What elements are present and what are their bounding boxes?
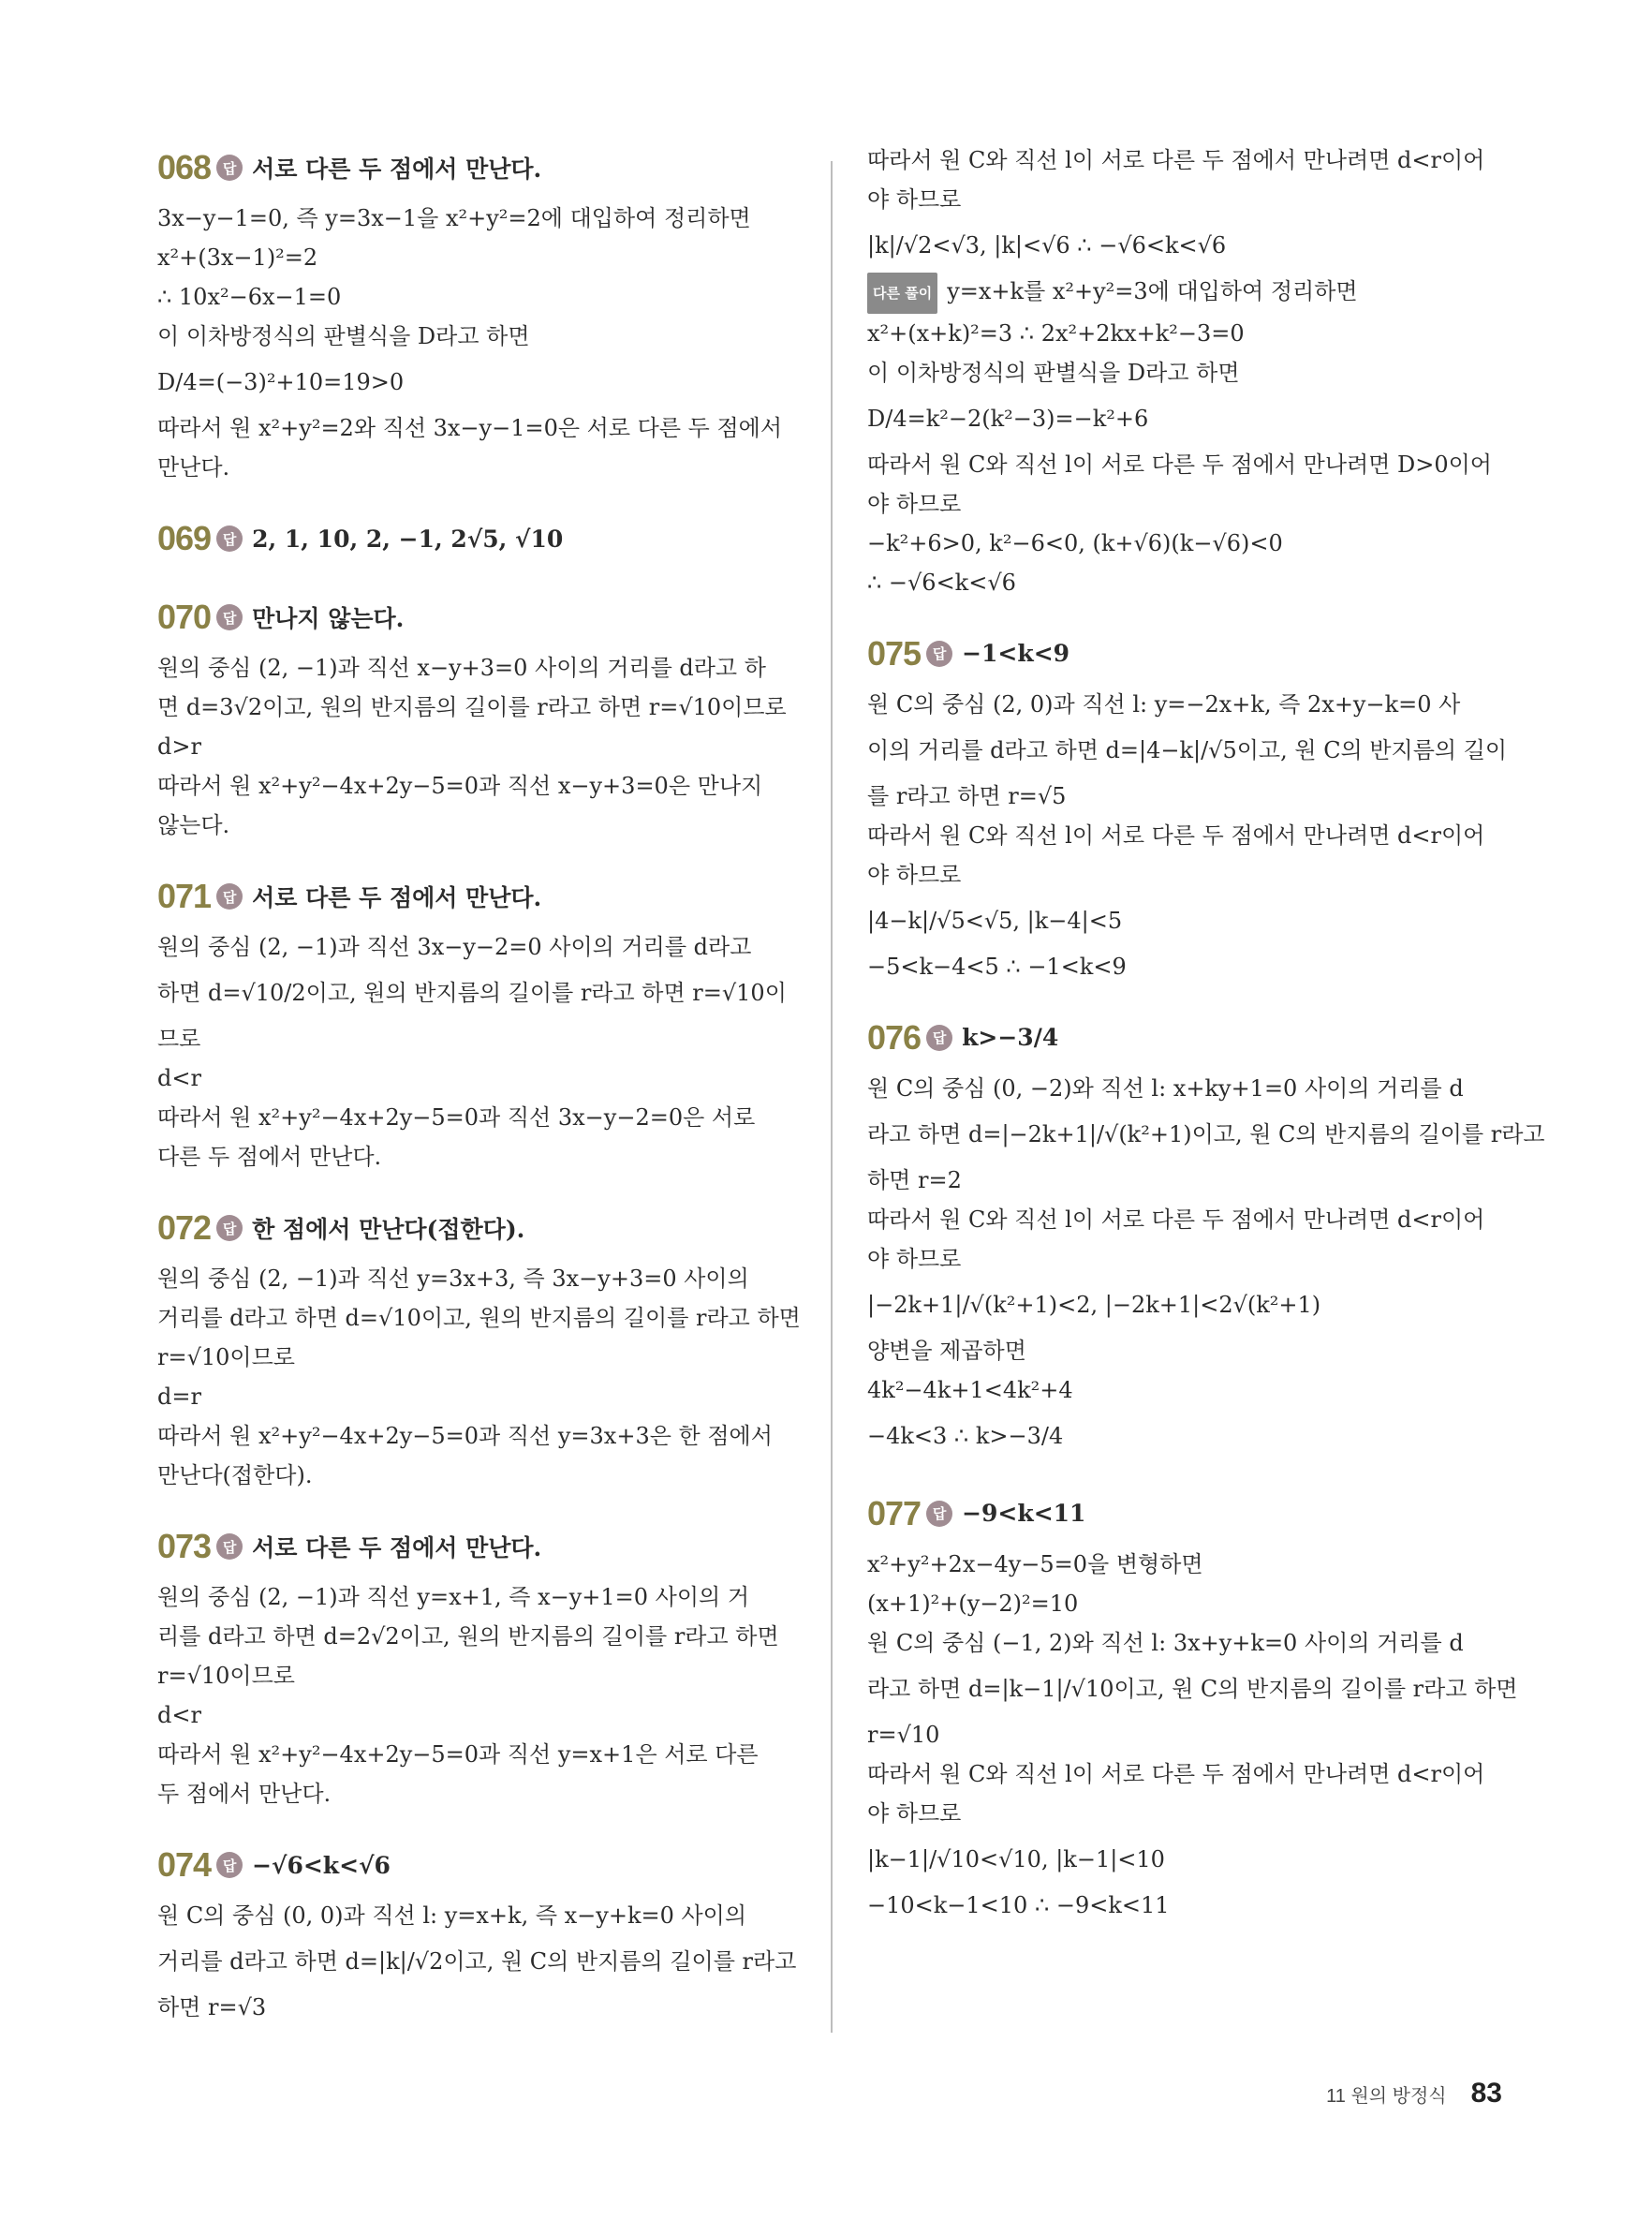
solution-line: 원 C의 중심 (0, −2)와 직선 l: x+ky+1=0 사이의 거리를 d [867,1074,1464,1102]
solution-line: 원의 중심 (2, −1)과 직선 3x−y−2=0 사이의 거리를 d라고 [157,934,752,960]
problem-number: 069 [157,519,212,557]
problem-block [157,1519,804,1813]
problem-header [157,1201,804,1255]
solution-line: 하면 r=2 [867,1166,962,1193]
solution-line: x²+(3x−1)²=2 [157,244,318,271]
solution-line: |k|/√2<√3, |k|<√6 ∴ −√6<k<√6 [867,232,1227,259]
problem-answer: 서로 다른 두 점에서 만난다. [252,155,542,183]
solution-line: 야 하므로 [867,1245,962,1272]
problem-block [157,590,804,845]
solution-line: 만난다(접한다). [157,1462,313,1488]
solution-line: d>r [157,733,201,760]
problem-block [157,1838,804,2027]
problem-block [157,141,804,487]
problem-number: 068 [157,148,212,186]
answer-badge: 답 [216,604,243,630]
solution-line: 따라서 원 C와 직선 l이 서로 다른 두 점에서 만나려면 d<r이어 [867,147,1485,173]
alt-solution-text: y=x+k를 x²+y²=3에 대입하여 정리하면 [947,278,1358,304]
problem-answer: 2, 1, 10, 2, −1, 2√5, √10 [252,525,564,553]
alt-solution-text: 이 이차방정식의 판별식을 D라고 하면 [867,359,1240,386]
solution-line: 하면 d=√10/2이고, 원의 반지름의 길이를 r라고 하면 r=√10이 [157,980,787,1006]
solution-line: 원의 중심 (2, −1)과 직선 x−y+3=0 사이의 거리를 d라고 하 [157,655,766,681]
problem-block [157,511,804,566]
solution-line: r=√10 [867,1721,940,1748]
solution-line: 리를 d라고 하면 d=2√2이고, 원의 반지름의 길이를 r라고 하면 [157,1623,779,1650]
page-footer [1326,2078,1502,2109]
alt-solution-text: D/4=k²−2(k²−3)=−k²+6 [867,405,1149,432]
alt-solution-line [867,484,1513,524]
solution-line: 양변을 제곱하면 [867,1337,1026,1364]
solution-line: 야 하므로 [867,861,962,888]
solution-line: D/4=(−3)²+10=19>0 [157,369,405,395]
solution-line: |k−1|/√10<√10, |k−1|<10 [867,1845,1165,1872]
answer-badge: 답 [216,1215,243,1241]
solution-line: 원 C의 중심 (2, 0)과 직선 l: y=−2x+k, 즉 2x+y−k=0 사 [867,690,1461,718]
column-divider [831,161,833,2033]
solution-line: 3x−y−1=0, 즉 y=3x−1을 x²+y²=2에 대입하여 정리하면 [157,205,751,231]
problem-answer: −1<k<9 [962,640,1070,667]
solution-line: 이의 거리를 d라고 하면 d=|4−k|/√5이고, 원 C의 반지름의 길이 [867,736,1508,763]
solution-line: 하면 r=√3 [157,1994,267,2020]
problem-header [867,1487,1513,1541]
solution-line: 원의 중심 (2, −1)과 직선 y=3x+3, 즉 3x−y+3=0 사이의 [157,1265,749,1292]
problem-number: 077 [867,1493,922,1532]
problem-number: 075 [867,633,922,673]
alt-solution-line [867,524,1513,563]
problem-header [157,1838,804,1892]
solution-line: (x+1)²+(y−2)²=10 [867,1590,1079,1617]
answer-badge: 답 [216,525,243,552]
problem-answer: −9<k<11 [962,1500,1086,1527]
alt-solution-line [867,314,1513,353]
problem-number: 072 [157,1208,212,1247]
solution-line: |4−k|/√5<√5, |k−4|<5 [867,907,1123,934]
solution-line: 다른 두 점에서 만난다. [157,1144,382,1170]
solution-line: 라고 하면 d=|−2k+1|/√(k²+1)이고, 원 C의 반지름의 길이를 r라고 [867,1120,1545,1147]
answer-badge: 답 [216,1852,243,1878]
problem-number: 073 [157,1527,212,1565]
solution-line: x²+y²+2x−4y−5=0을 변형하면 [867,1550,1203,1577]
problem-number: 074 [157,1845,212,1884]
answer-badge: 답 [216,1533,243,1560]
problem-header [157,141,804,195]
problem-answer: k>−3/4 [962,1024,1059,1051]
problem-answer: −√6<k<√6 [252,1851,391,1879]
problem-answer: 서로 다른 두 점에서 만난다. [252,884,542,911]
alt-solution-line [867,272,1513,314]
problem-answer: 서로 다른 두 점에서 만난다. [252,1534,542,1561]
alt-solution-text: 야 하므로 [867,490,962,517]
alt-solution-line [867,392,1513,445]
answer-badge: 답 [216,155,243,181]
problem-header [867,627,1513,681]
problem-header [157,869,804,924]
problem-block [867,1011,1545,1462]
answer-badge: 답 [926,1501,952,1527]
alt-solution-line [867,445,1513,484]
answer-badge: 답 [926,1025,952,1051]
right-column [867,141,1545,1949]
solution-line: 따라서 원 C와 직선 l이 서로 다른 두 점에서 만나려면 d<r이어 [867,1206,1485,1233]
solution-line: 원 C의 중심 (0, 0)과 직선 l: y=x+k, 즉 x−y+k=0 사이의 [157,1902,747,1929]
problem-header [157,511,804,566]
solution-line: 거리를 d라고 하면 d=|k|/√2이고, 원 C의 반지름의 길이를 r라고 [157,1948,797,1975]
solution-line: 따라서 원 C와 직선 l이 서로 다른 두 점에서 만나려면 d<r이어 [867,1760,1485,1787]
problem-block [157,1201,804,1495]
solution-line: 야 하므로 [867,1799,962,1827]
solution-line: 따라서 원 x²+y²−4x+2y−5=0과 직선 y=x+1은 서로 다른 [157,1741,759,1768]
page-number: 83 [1470,2078,1502,2109]
left-column [157,141,804,2051]
problem-number: 071 [157,877,212,915]
solution-line: 따라서 원 x²+y²−4x+2y−5=0과 직선 y=3x+3은 한 점에서 [157,1423,773,1449]
solution-line: 4k²−4k+1<4k²+4 [867,1376,1073,1403]
solution-line: d<r [157,1702,201,1728]
solution-line: 따라서 원 x²+y²−4x+2y−5=0과 직선 x−y+3=0은 만나지 [157,773,763,799]
alt-solution-text: 따라서 원 C와 직선 l이 서로 다른 두 점에서 만나려면 D>0이어 [867,451,1492,478]
solution-line: r=√10이므로 [157,1663,295,1689]
solution-line: |−2k+1|/√(k²+1)<2, |−2k+1|<2√(k²+1) [867,1291,1321,1318]
answer-badge: 답 [926,641,952,667]
solution-line: 만난다. [157,454,230,481]
alt-solution-text: −k²+6>0, k²−6<0, (k+√6)(k−√6)<0 [867,529,1283,556]
solution-line: 않는다. [157,812,230,838]
alt-solution-line [867,563,1513,602]
solution-line: −10<k−1<10 ∴ −9<k<11 [867,1891,1170,1918]
problem-block [157,869,804,1177]
problem-answer: 한 점에서 만난다(접한다). [252,1216,525,1243]
solution-line: d<r [157,1065,201,1091]
solution-line: 원의 중심 (2, −1)과 직선 y=x+1, 즉 x−y+1=0 사이의 거 [157,1584,750,1610]
alt-solution-label: 다른 풀이 [867,273,937,314]
answer-badge: 답 [216,883,243,910]
solution-line: 면 d=3√2이고, 원의 반지름의 길이를 r라고 하면 r=√10이므로 [157,694,787,720]
solution-line: ∴ 10x²−6x−1=0 [157,284,342,310]
chapter-title: 11 원의 방정식 [1326,2086,1447,2107]
solution-line: d=r [157,1384,201,1410]
problem-number: 070 [157,598,212,636]
solution-line: 거리를 d라고 하면 d=√10이고, 원의 반지름의 길이를 r라고 하면 [157,1305,801,1331]
solution-line: 므로 [157,1026,201,1052]
alt-solution-line [867,353,1513,392]
alt-solution-text: x²+(x+k)²=3 ∴ 2x²+2kx+k²−3=0 [867,319,1245,347]
problem-block [867,141,1513,602]
problem-answer: 만나지 않는다. [252,605,405,632]
problem-header [867,1011,1513,1065]
solution-line: −4k<3 ∴ k>−3/4 [867,1422,1064,1449]
solution-line: 원 C의 중심 (−1, 2)와 직선 l: 3x+y+k=0 사이의 거리를 d [867,1629,1464,1656]
solution-line: −5<k−4<5 ∴ −1<k<9 [867,953,1127,980]
solution-line: 따라서 원 C와 직선 l이 서로 다른 두 점에서 만나려면 d<r이어 [867,821,1485,849]
alt-solution-text: ∴ −√6<k<√6 [867,569,1016,596]
problem-header [157,1519,804,1574]
solution-line: 따라서 원 x²+y²−4x+2y−5=0과 직선 3x−y−2=0은 서로 [157,1104,756,1131]
problem-number: 076 [867,1017,922,1057]
solution-line: 를 r라고 하면 r=√5 [867,782,1067,809]
solution-line: 이 이차방정식의 판별식을 D라고 하면 [157,323,530,349]
problem-block [867,627,1513,986]
problem-block [867,1487,1518,1925]
solution-line: 따라서 원 x²+y²=2와 직선 3x−y−1=0은 서로 다른 두 점에서 [157,415,783,441]
solution-line: 두 점에서 만난다. [157,1781,332,1807]
problem-header [157,590,804,644]
solution-line: 라고 하면 d=|k−1|/√10이고, 원 C의 반지름의 길이를 r라고 하면 [867,1675,1518,1702]
solution-line: r=√10이므로 [157,1344,295,1370]
solution-line: 야 하므로 [867,186,962,213]
